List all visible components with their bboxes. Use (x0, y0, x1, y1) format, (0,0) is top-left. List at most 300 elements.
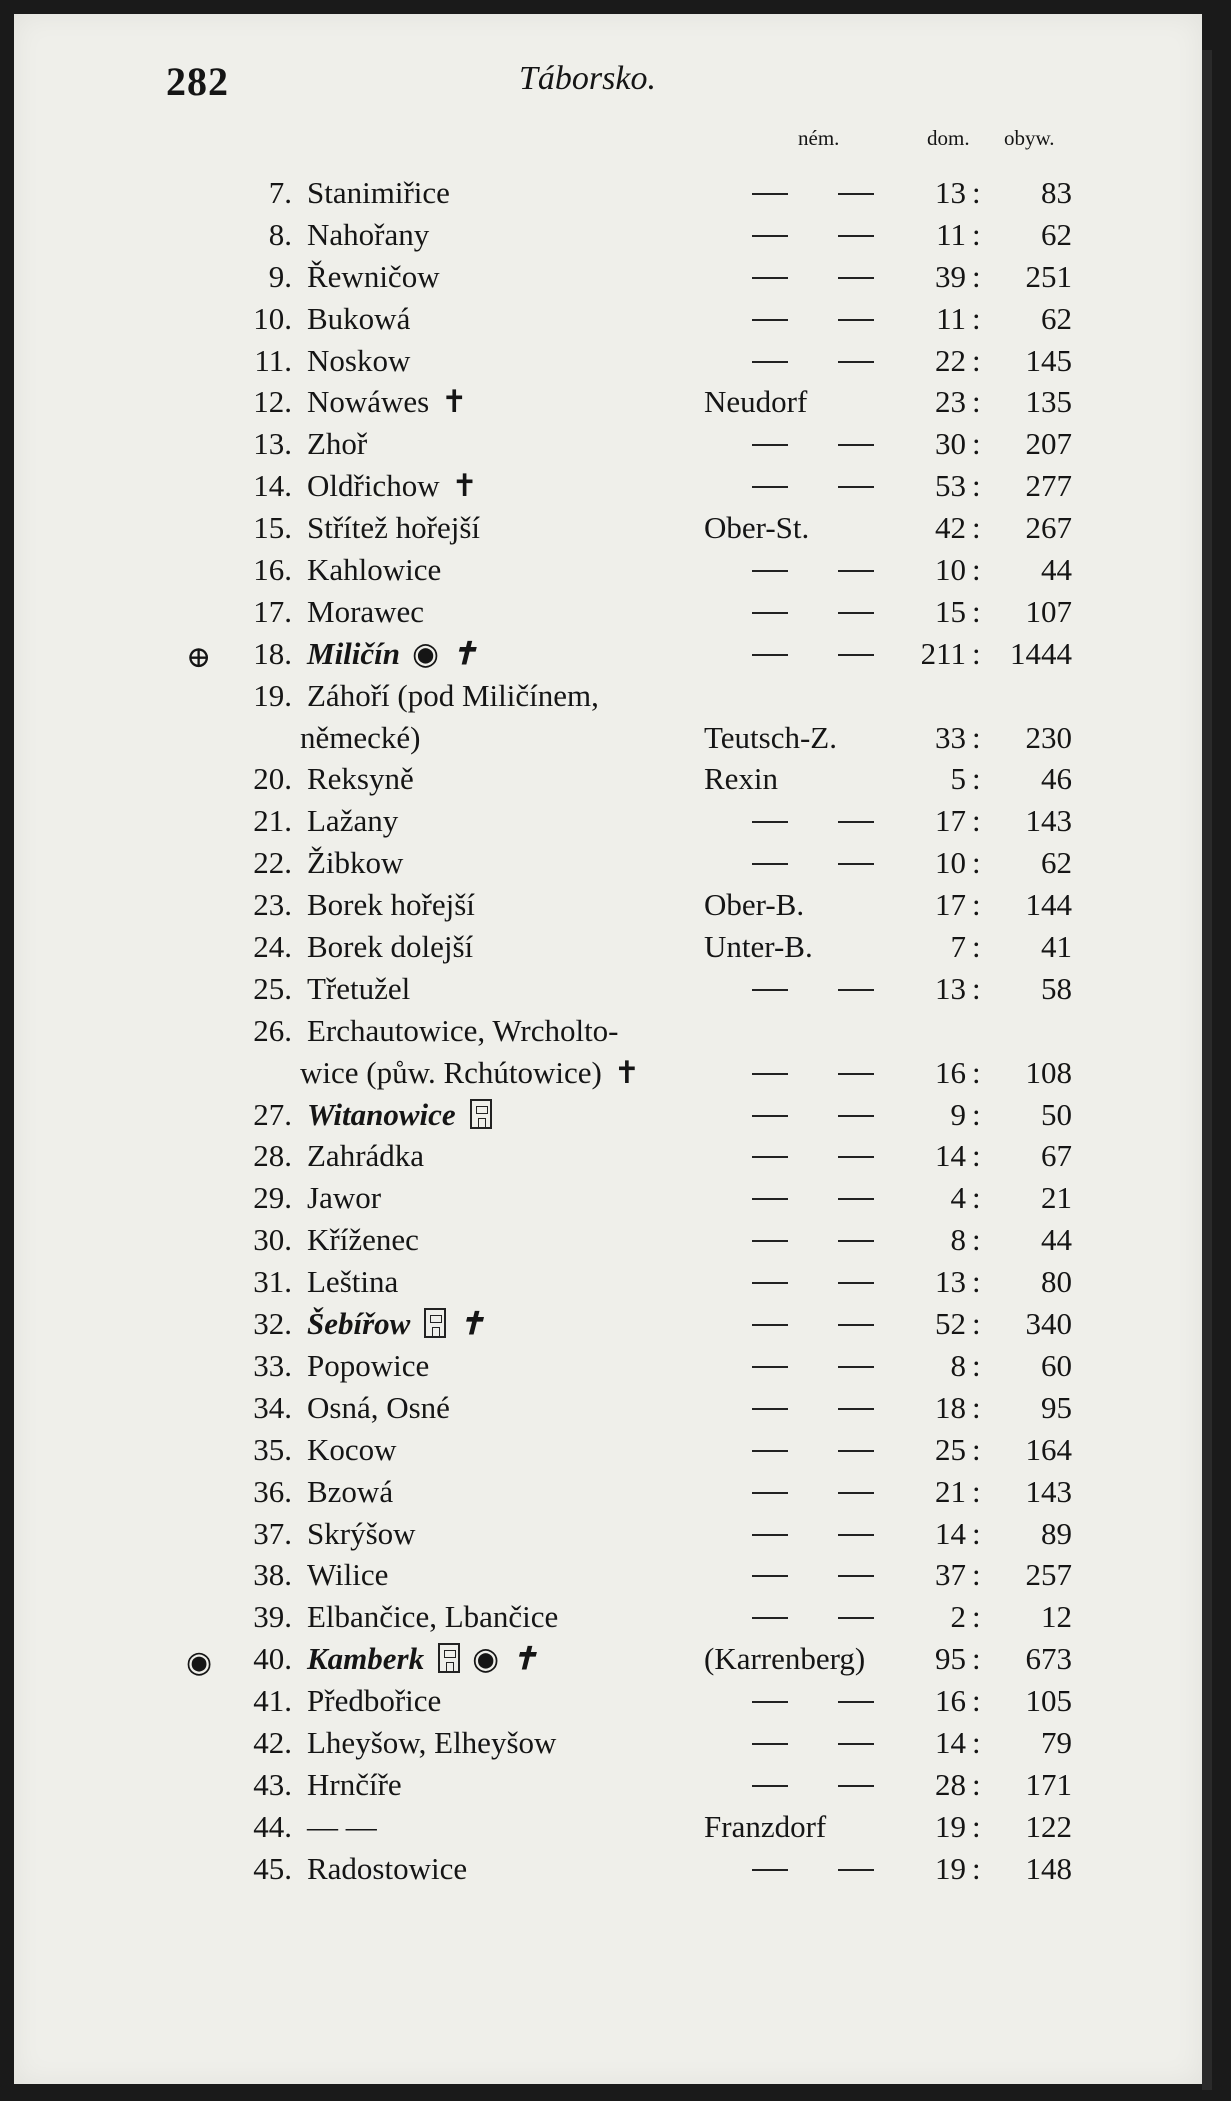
dash-mark (838, 863, 874, 865)
village-name-text: Jawor (307, 1180, 382, 1216)
separator-colon: : (972, 384, 981, 420)
village-name-text: Kamberk (307, 1641, 425, 1677)
house-count: 22 (935, 342, 966, 378)
population-count: 79 (1041, 1724, 1072, 1760)
german-name: Teutsch-Z. (704, 719, 837, 755)
village-name (307, 1806, 377, 1848)
table-row (14, 423, 1202, 465)
page-header (14, 14, 1202, 114)
col-head-nem: ném. (798, 126, 840, 150)
village-name (307, 507, 480, 549)
house-count: 13 (935, 1264, 966, 1300)
village-name-text: Borek dolejší (307, 929, 474, 965)
ditto-dashes (752, 423, 872, 465)
village-name (307, 1429, 397, 1471)
table-row (14, 591, 1202, 633)
dash-mark (752, 1617, 788, 1619)
population-count: 62 (1041, 845, 1072, 881)
house-count: 18 (935, 1389, 966, 1425)
dash-mark (752, 1701, 788, 1703)
german-name: Ober-B. (704, 887, 805, 923)
german-name: Unter-B. (704, 929, 813, 965)
dash-mark (752, 1743, 788, 1745)
table-row (14, 507, 1202, 549)
table-row (14, 1177, 1202, 1219)
dash-mark (752, 612, 788, 614)
page-edge (1202, 50, 1212, 2090)
dash-mark (752, 989, 788, 991)
dash-mark (752, 486, 788, 488)
dash-mark (838, 1534, 874, 1536)
separator-colon: : (972, 1724, 981, 1760)
village-name (307, 633, 477, 675)
table-row (14, 1094, 1202, 1136)
dash-mark (752, 863, 788, 865)
separator-colon: : (972, 1431, 981, 1467)
village-name-text: Popowice (307, 1347, 430, 1383)
population-count: 1444 (1010, 635, 1072, 671)
village-name-text: Předbořice (307, 1683, 442, 1719)
table-row (14, 1638, 1202, 1680)
running-title: Táborsko. (519, 60, 656, 97)
village-table (14, 172, 1202, 1890)
table-row (14, 465, 1202, 507)
row-number: 18. (253, 635, 292, 671)
village-name-text: Záhoří (pod Miličínem, (307, 677, 599, 713)
table-row (14, 1806, 1202, 1848)
dash-mark (752, 1575, 788, 1577)
book-page (14, 14, 1202, 2084)
village-name-text: Leština (307, 1264, 399, 1300)
german-name: Ober-St. (704, 510, 810, 546)
ditto-dashes (752, 214, 872, 256)
dash-mark (752, 1408, 788, 1410)
village-name (307, 842, 403, 884)
seat-icon: ◉ (472, 1641, 500, 1677)
population-count: 83 (1041, 175, 1072, 210)
village-name-text: Nowáwes (307, 384, 430, 420)
ditto-dashes (752, 1596, 872, 1638)
population-count: 12 (1041, 1599, 1072, 1635)
table-row (14, 1261, 1202, 1303)
population-count: 107 (1025, 593, 1072, 629)
row-number: 29. (253, 1180, 292, 1216)
house-count: 10 (935, 845, 966, 881)
village-name-text: Žibkow (307, 845, 404, 881)
separator-colon: : (972, 426, 981, 462)
house-count: 39 (935, 258, 966, 294)
dash-mark (752, 821, 788, 823)
village-name-text: Borek hořejší (307, 887, 475, 923)
dash-mark (838, 1240, 874, 1242)
dash-mark (752, 1534, 788, 1536)
dash-mark (752, 444, 788, 446)
dash-mark (838, 612, 874, 614)
separator-colon: : (972, 175, 981, 210)
separator-colon: : (972, 887, 981, 923)
german-name: Rexin (704, 761, 779, 797)
house-count: 8 (950, 1347, 966, 1383)
dash-mark (838, 1198, 874, 1200)
village-name (307, 172, 450, 214)
population-count: 148 (1025, 1850, 1072, 1886)
dash-mark (838, 1115, 874, 1117)
house-count: 19 (935, 1808, 966, 1844)
dash-mark (838, 1073, 874, 1075)
row-number: 36. (253, 1473, 292, 1509)
table-row (14, 340, 1202, 382)
separator-colon: : (972, 1180, 981, 1216)
separator-colon: : (972, 1096, 981, 1132)
dash-mark (838, 654, 874, 656)
separator-colon: : (972, 216, 981, 252)
table-row (14, 758, 1202, 800)
house-count: 25 (935, 1431, 966, 1467)
ditto-dashes (752, 1261, 872, 1303)
village-name (307, 591, 424, 633)
dash-mark (838, 1450, 874, 1452)
dash-mark (838, 1743, 874, 1745)
table-row (14, 1052, 1202, 1094)
row-number: 13. (253, 426, 292, 462)
dash-mark (838, 1492, 874, 1494)
house-count: 30 (935, 426, 966, 462)
house-count: 17 (935, 803, 966, 839)
table-row (14, 1010, 1202, 1052)
village-name-text: — — (307, 1808, 377, 1844)
house-count: 14 (935, 1515, 966, 1551)
german-name: (Karrenberg) (704, 1641, 866, 1677)
row-number: 19. (253, 677, 292, 713)
row-number: 12. (253, 384, 292, 420)
house-count: 53 (935, 468, 966, 504)
house-count: 9 (950, 1096, 966, 1132)
house-count: 23 (935, 384, 966, 420)
village-name (307, 1135, 424, 1177)
dash-mark (752, 1156, 788, 1158)
population-count: 67 (1041, 1138, 1072, 1174)
village-name (307, 340, 410, 382)
row-number: 24. (253, 929, 292, 965)
separator-colon: : (972, 468, 981, 504)
village-name-text: Lheyšow, Elheyšow (307, 1724, 557, 1760)
population-count: 267 (1025, 510, 1072, 546)
population-count: 207 (1025, 426, 1072, 462)
row-number: 11. (254, 342, 292, 378)
separator-colon: : (972, 1557, 981, 1593)
village-name (307, 1387, 450, 1429)
church-cross-icon: ✝ (451, 468, 478, 504)
house-count: 211 (920, 635, 966, 671)
table-row (14, 926, 1202, 968)
row-number: 44. (253, 1808, 292, 1844)
separator-colon: : (972, 510, 981, 546)
house-count: 7 (950, 929, 966, 965)
dash-mark (752, 235, 788, 237)
row-number: 37. (253, 1515, 292, 1551)
dash-mark (838, 193, 874, 195)
house-count: 33 (935, 719, 966, 755)
population-count: 62 (1041, 300, 1072, 336)
village-name (307, 256, 440, 298)
row-number: 28. (253, 1138, 292, 1174)
village-name (307, 1554, 388, 1596)
dash-mark (752, 1073, 788, 1075)
population-count: 340 (1025, 1306, 1072, 1342)
population-count: 60 (1041, 1347, 1072, 1383)
row-number: 32. (253, 1306, 292, 1342)
ditto-dashes (752, 968, 872, 1010)
population-count: 89 (1041, 1515, 1072, 1551)
village-name-text: wice (půw. Rchútowice) (300, 1054, 602, 1090)
seat-icon: ◉ (186, 1646, 213, 1680)
separator-colon: : (972, 1389, 981, 1425)
separator-colon: : (972, 1054, 981, 1090)
dash-mark (838, 361, 874, 363)
house-count: 11 (936, 300, 966, 336)
house-count: 42 (935, 510, 966, 546)
row-number: 40. (253, 1641, 292, 1677)
village-name-text: Kahlowice (307, 552, 442, 588)
ditto-dashes (752, 842, 872, 884)
house-count: 52 (935, 1306, 966, 1342)
dash-mark (752, 1240, 788, 1242)
village-name (307, 1261, 398, 1303)
village-name (307, 381, 467, 423)
dash-mark (752, 1450, 788, 1452)
table-row (14, 1680, 1202, 1722)
village-name (307, 884, 475, 926)
ditto-dashes (752, 591, 872, 633)
table-row (14, 1219, 1202, 1261)
table-row (14, 1596, 1202, 1638)
separator-colon: : (972, 929, 981, 965)
separator-colon: : (972, 1766, 981, 1802)
col-head-obyv: obyw. (1004, 126, 1055, 150)
dash-mark (752, 1115, 788, 1117)
castle-icon (470, 1099, 492, 1129)
population-count: 50 (1041, 1096, 1072, 1132)
village-name-text: Wilice (307, 1557, 389, 1593)
dash-mark (752, 193, 788, 195)
dash-mark (838, 1156, 874, 1158)
ditto-dashes (752, 1722, 872, 1764)
separator-colon: : (972, 761, 981, 797)
church-cross-icon: ✝ (451, 635, 478, 671)
dash-mark (838, 277, 874, 279)
row-number: 14. (253, 468, 292, 504)
dash-mark (752, 654, 788, 656)
dash-mark (752, 1869, 788, 1871)
house-count: 17 (935, 887, 966, 923)
separator-colon: : (972, 1306, 981, 1342)
village-name-text: Lažany (307, 803, 399, 839)
row-number: 30. (253, 1222, 292, 1258)
village-name (307, 1345, 429, 1387)
table-row (14, 1303, 1202, 1345)
ditto-dashes (752, 1680, 872, 1722)
population-count: 105 (1025, 1683, 1072, 1719)
ditto-dashes (752, 1094, 872, 1136)
separator-colon: : (972, 970, 981, 1006)
table-row (14, 256, 1202, 298)
population-count: 62 (1041, 216, 1072, 252)
castle-icon (438, 1643, 460, 1673)
population-count: 95 (1041, 1389, 1072, 1425)
row-number: 15. (253, 510, 292, 546)
table-row (14, 298, 1202, 340)
village-name (300, 717, 420, 759)
village-name-text: Stanimiřice (307, 175, 450, 210)
house-count: 15 (935, 593, 966, 629)
church-cross-icon: ✝ (511, 1641, 538, 1677)
population-count: 673 (1025, 1641, 1072, 1677)
row-number: 45. (253, 1850, 292, 1886)
castle-icon (424, 1308, 446, 1338)
row-number: 34. (253, 1389, 292, 1425)
house-count: 2 (950, 1599, 966, 1635)
table-row (14, 214, 1202, 256)
village-name (307, 298, 410, 340)
table-row (14, 1513, 1202, 1555)
house-count: 11 (936, 216, 966, 252)
separator-colon: : (972, 719, 981, 755)
village-name-text: německé) (300, 719, 421, 755)
ditto-dashes (752, 1513, 872, 1555)
row-number: 31. (253, 1264, 292, 1300)
row-number: 27. (253, 1096, 292, 1132)
ditto-dashes (752, 1764, 872, 1806)
ditto-dashes (752, 549, 872, 591)
house-count: 14 (935, 1138, 966, 1174)
village-name (307, 465, 478, 507)
col-head-dom: dom. (927, 126, 970, 150)
dash-mark (752, 319, 788, 321)
ditto-dashes (752, 1429, 872, 1471)
village-name-text: Witanowice (307, 1096, 456, 1132)
population-count: 46 (1041, 761, 1072, 797)
house-count: 8 (950, 1222, 966, 1258)
house-count: 13 (935, 175, 966, 210)
table-row (14, 549, 1202, 591)
row-number: 20. (253, 761, 292, 797)
village-name-text: Hrnčíře (307, 1766, 402, 1802)
village-name-text: Erchautowice, Wrcholto- (307, 1012, 619, 1048)
village-name-text: Morawec (307, 593, 425, 629)
separator-colon: : (972, 1222, 981, 1258)
separator-colon: : (972, 1264, 981, 1300)
separator-colon: : (972, 1347, 981, 1383)
village-name-text: Miličín (307, 635, 401, 671)
dash-mark (838, 444, 874, 446)
ditto-dashes (752, 1303, 872, 1345)
village-name (307, 214, 429, 256)
church-cross-icon: ✝ (458, 1306, 485, 1342)
dash-mark (752, 1282, 788, 1284)
population-count: 143 (1025, 803, 1072, 839)
separator-colon: : (972, 1683, 981, 1719)
row-number: 16. (253, 552, 292, 588)
separator-colon: : (972, 635, 981, 671)
separator-colon: : (972, 803, 981, 839)
village-name (307, 800, 398, 842)
population-count: 122 (1025, 1808, 1072, 1844)
village-name (307, 1471, 393, 1513)
column-headers (14, 126, 1202, 166)
village-name (300, 1052, 640, 1094)
separator-colon: : (972, 1641, 981, 1677)
house-count: 4 (950, 1180, 966, 1216)
ditto-dashes (752, 172, 872, 214)
population-count: 144 (1025, 887, 1072, 923)
dash-mark (838, 1869, 874, 1871)
village-name-text: Nahořany (307, 216, 430, 252)
dash-mark (752, 361, 788, 363)
house-count: 95 (935, 1641, 966, 1677)
separator-colon: : (972, 258, 981, 294)
village-name-text: Bzowá (307, 1473, 394, 1509)
separator-colon: : (972, 845, 981, 881)
row-number: 33. (253, 1347, 292, 1383)
dash-mark (838, 1282, 874, 1284)
population-count: 251 (1025, 258, 1072, 294)
dash-mark (752, 1198, 788, 1200)
ditto-dashes (752, 298, 872, 340)
table-row (14, 1764, 1202, 1806)
table-row (14, 381, 1202, 423)
row-number: 42. (253, 1724, 292, 1760)
row-number: 39. (253, 1599, 292, 1635)
dash-mark (838, 1701, 874, 1703)
house-count: 16 (935, 1054, 966, 1090)
separator-colon: : (972, 1473, 981, 1509)
house-count: 19 (935, 1850, 966, 1886)
dash-mark (752, 277, 788, 279)
ditto-dashes (752, 1219, 872, 1261)
dash-mark (752, 1366, 788, 1368)
village-name (307, 1722, 556, 1764)
church-cross-icon: ✝ (613, 1054, 640, 1090)
dash-mark (838, 1366, 874, 1368)
table-row (14, 1554, 1202, 1596)
row-number: 43. (253, 1766, 292, 1802)
dash-mark (752, 1492, 788, 1494)
row-number: 9. (268, 258, 292, 294)
village-name-text: Noskow (307, 342, 411, 378)
row-number: 7. (268, 175, 292, 210)
village-name (307, 1848, 467, 1890)
post-office-icon: ⊕ (186, 640, 212, 674)
ditto-dashes (752, 1345, 872, 1387)
german-name: Franzdorf (704, 1808, 827, 1844)
dash-mark (838, 821, 874, 823)
village-name (307, 968, 410, 1010)
village-name (307, 1219, 419, 1261)
village-name (307, 1177, 381, 1219)
population-count: 145 (1025, 342, 1072, 378)
ditto-dashes (752, 633, 872, 675)
population-count: 257 (1025, 1557, 1072, 1593)
population-count: 143 (1025, 1473, 1072, 1509)
ditto-dashes (752, 1177, 872, 1219)
separator-colon: : (972, 593, 981, 629)
population-count: 135 (1025, 384, 1072, 420)
house-count: 21 (935, 1473, 966, 1509)
village-name-text: Šebířow (307, 1306, 411, 1342)
house-count: 13 (935, 970, 966, 1006)
house-count: 5 (950, 761, 966, 797)
village-name (307, 1303, 484, 1345)
